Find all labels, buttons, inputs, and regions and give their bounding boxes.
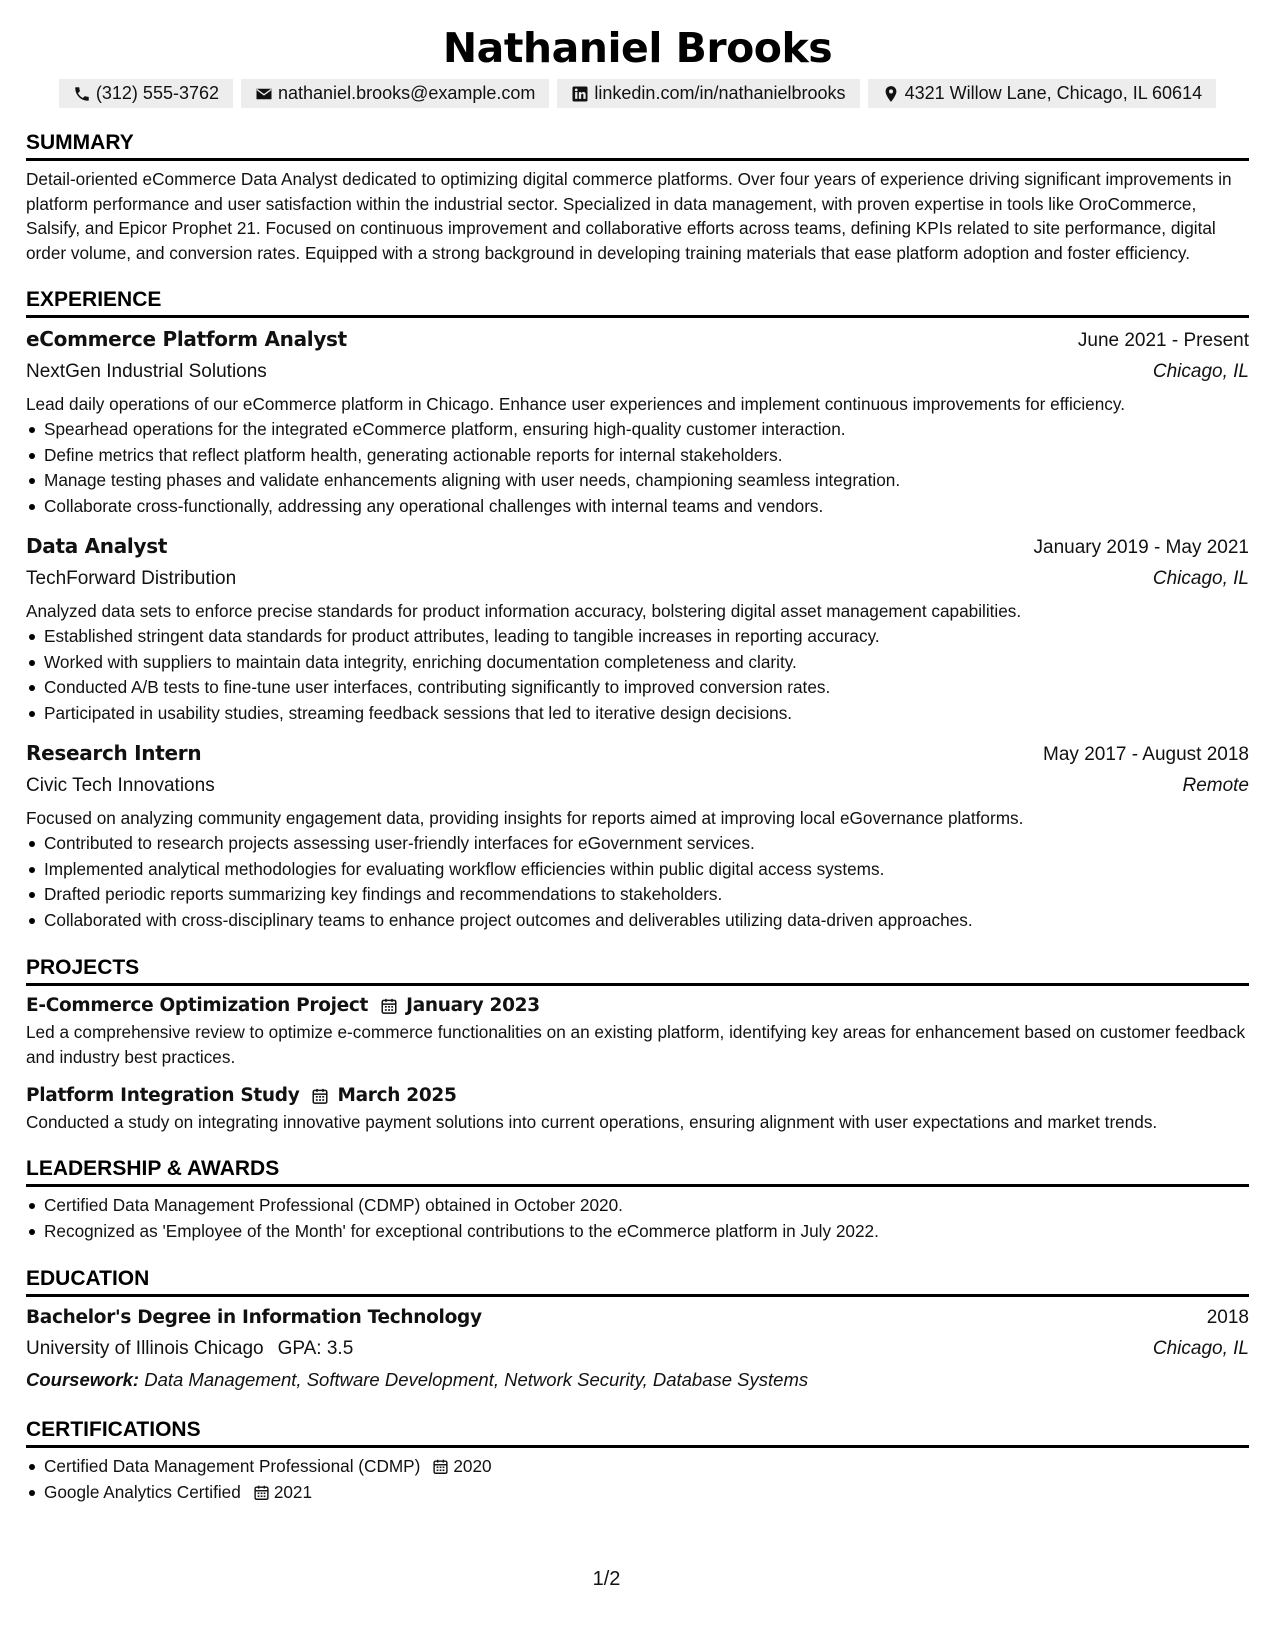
list-item: Spearhead operations for the integrated eCommerce platform, ensuring high-quality customer interaction.: [26, 417, 1249, 443]
certifications-heading: CERTIFICATIONS: [26, 1417, 1249, 1448]
cert-year: 2020: [453, 1456, 492, 1477]
job-title: Data Analyst: [26, 534, 168, 559]
job-description: Analyzed data sets to enforce precise standards for product information accuracy, bolstering digital asset management capabilities.: [26, 601, 1022, 622]
project-date: January 2023: [406, 995, 540, 1017]
list-item: Contributed to research projects assessing user-friendly interfaces for eGovernment services.: [26, 831, 1249, 857]
project-name: E-Commerce Optimization Project: [26, 995, 369, 1017]
degree-title: Bachelor's Degree in Information Technology: [26, 1307, 482, 1329]
gpa-text: GPA: 3.5: [277, 1338, 354, 1360]
job-entry: [26, 738, 1249, 933]
job-date: May 2017 - August 2018: [1043, 744, 1249, 766]
list-item: Define metrics that reflect platform health, generating actionable reports for internal stakeholders.: [26, 443, 1249, 469]
contact-phone[interactable]: [59, 79, 233, 108]
list-item: Implemented analytical methodologies for evaluating workflow efficiencies within public digital access systems.: [26, 857, 1249, 883]
leadership-list: [26, 1193, 1249, 1244]
email-text: nathaniel.brooks@example.com: [278, 83, 536, 103]
phone-icon: [73, 85, 91, 103]
calendar-icon: [432, 1458, 449, 1475]
envelope-icon: [255, 85, 273, 103]
page-number: 1/2: [592, 1568, 621, 1590]
job-title: Research Intern: [26, 741, 202, 766]
graduation-year: 2018: [1206, 1307, 1249, 1329]
experience-section: [26, 287, 1249, 933]
project-description: Conducted a study on integrating innovative payment solutions into current operations, ensuring alignment with user expectations and market trends.: [26, 1111, 1158, 1132]
contact-bar: [26, 79, 1249, 108]
list-item: Collaborated with cross-disciplinary teams to enhance project outcomes and deliverables utilizing data-driven approaches.: [26, 908, 1249, 934]
job-entry: [26, 324, 1249, 519]
calendar-icon: [311, 1087, 329, 1105]
school-location: Chicago, IL: [1152, 1338, 1249, 1360]
projects-section: [26, 955, 1249, 1134]
resume-page: [26, 18, 1249, 1505]
leadership-section: [26, 1156, 1249, 1244]
job-company: Civic Tech Innovations: [26, 775, 215, 797]
job-location: Chicago, IL: [1152, 568, 1249, 590]
job-description: Lead daily operations of our eCommerce platform in Chicago. Enhance user experiences and implement continuous improvements for efficiency.: [26, 394, 1125, 415]
project-entry: [26, 992, 1249, 1069]
list-item: [26, 1454, 1249, 1480]
phone-text: (312) 555-3762: [95, 83, 219, 103]
education-section: [26, 1266, 1249, 1395]
job-title: eCommerce Platform Analyst: [26, 327, 347, 352]
projects-heading: PROJECTS: [26, 955, 1249, 986]
cert-year: 2021: [273, 1481, 313, 1502]
address-text: 4321 Willow Lane, Chicago, IL 60614: [904, 83, 1203, 103]
list-item: Manage testing phases and validate enhancements aligning with user needs, championing seamless integration.: [26, 468, 1249, 494]
list-item: Drafted periodic reports summarizing key findings and recommendations to stakeholders.: [26, 882, 1249, 908]
cert-name: Certified Data Management Professional (CDMP): [44, 1456, 421, 1477]
list-item: [26, 1480, 1249, 1506]
certifications-section: [26, 1417, 1249, 1505]
experience-heading: EXPERIENCE: [26, 287, 1249, 318]
list-item: Participated in usability studies, streaming feedback sessions that led to iterative design decisions.: [26, 701, 1249, 727]
job-description: Focused on analyzing community engagement data, providing insights for reports aimed at improving local eGovernance platforms.: [26, 808, 1024, 829]
education-heading: EDUCATION: [26, 1266, 1249, 1297]
project-name: Platform Integration Study: [26, 1084, 300, 1106]
contact-linkedin[interactable]: [557, 79, 859, 108]
list-item: Worked with suppliers to maintain data integrity, enriching documentation completeness and clarity.: [26, 650, 1249, 676]
coursework-label: Coursework:: [26, 1369, 140, 1391]
contact-address: [868, 79, 1217, 108]
summary-text: Detail-oriented eCommerce Data Analyst dedicated to optimizing digital commerce platforms. Over four years of experience driving significant improvements in platform performance and user satisfaction within the industrial sector. Specialized in data management, with proven expertise in tools like OroCommerce, Salsify, and Epicor Prophet 21. Focused on continuous improvement and collaborative efforts across teams, defining KPIs related to site performance, digital order volume, and conversion rates. Equipped with a strong background in developing training materials that ease platform adoption and foster efficiency.: [26, 169, 1232, 263]
list-item: Certified Data Management Professional (CDMP) obtained in October 2020.: [26, 1193, 1249, 1219]
map-pin-icon: [882, 85, 900, 103]
calendar-icon: [380, 997, 398, 1015]
project-description: Led a comprehensive review to optimize e-commerce functionalities on an existing platform, identifying key areas for enhancement based on customer feedback and industry best practices.: [26, 1022, 1246, 1067]
school-name: University of Illinois Chicago: [26, 1338, 264, 1360]
project-entry: [26, 1082, 1249, 1135]
summary-section: [26, 130, 1249, 265]
certifications-list: [26, 1454, 1249, 1505]
list-item: Recognized as 'Employee of the Month' for exceptional contributions to the eCommerce platform in July 2022.: [26, 1219, 1249, 1245]
job-bullets: [26, 417, 1249, 519]
list-item: Conducted A/B tests to fine-tune user interfaces, contributing significantly to improved conversion rates.: [26, 675, 1249, 701]
linkedin-icon: [571, 85, 589, 103]
list-item: Collaborate cross-functionally, addressing any operational challenges with internal teams and vendors.: [26, 494, 1249, 520]
project-date: March 2025: [337, 1084, 457, 1106]
job-company: TechForward Distribution: [26, 568, 237, 590]
job-bullets: [26, 831, 1249, 933]
leadership-heading: LEADERSHIP & AWARDS: [26, 1156, 1249, 1187]
job-date: June 2021 - Present: [1077, 330, 1249, 352]
calendar-icon: [253, 1484, 270, 1501]
job-bullets: [26, 624, 1249, 726]
job-location: Remote: [1182, 775, 1249, 797]
coursework-line: [26, 1365, 1249, 1395]
job-entry: [26, 531, 1249, 726]
candidate-name: Nathaniel Brooks: [442, 24, 833, 72]
linkedin-text: linkedin.com/in/nathanielbrooks: [594, 83, 846, 103]
summary-heading: SUMMARY: [26, 130, 1249, 161]
list-item: Established stringent data standards for product attributes, leading to tangible increases in reporting accuracy.: [26, 624, 1249, 650]
job-location: Chicago, IL: [1152, 361, 1249, 383]
job-date: January 2019 - May 2021: [1033, 537, 1249, 559]
cert-name: Google Analytics Certified: [44, 1481, 241, 1502]
job-company: NextGen Industrial Solutions: [26, 361, 267, 383]
coursework-text: Data Management, Software Development, Network Security, Database Systems: [144, 1369, 809, 1391]
contact-email[interactable]: [241, 79, 549, 108]
